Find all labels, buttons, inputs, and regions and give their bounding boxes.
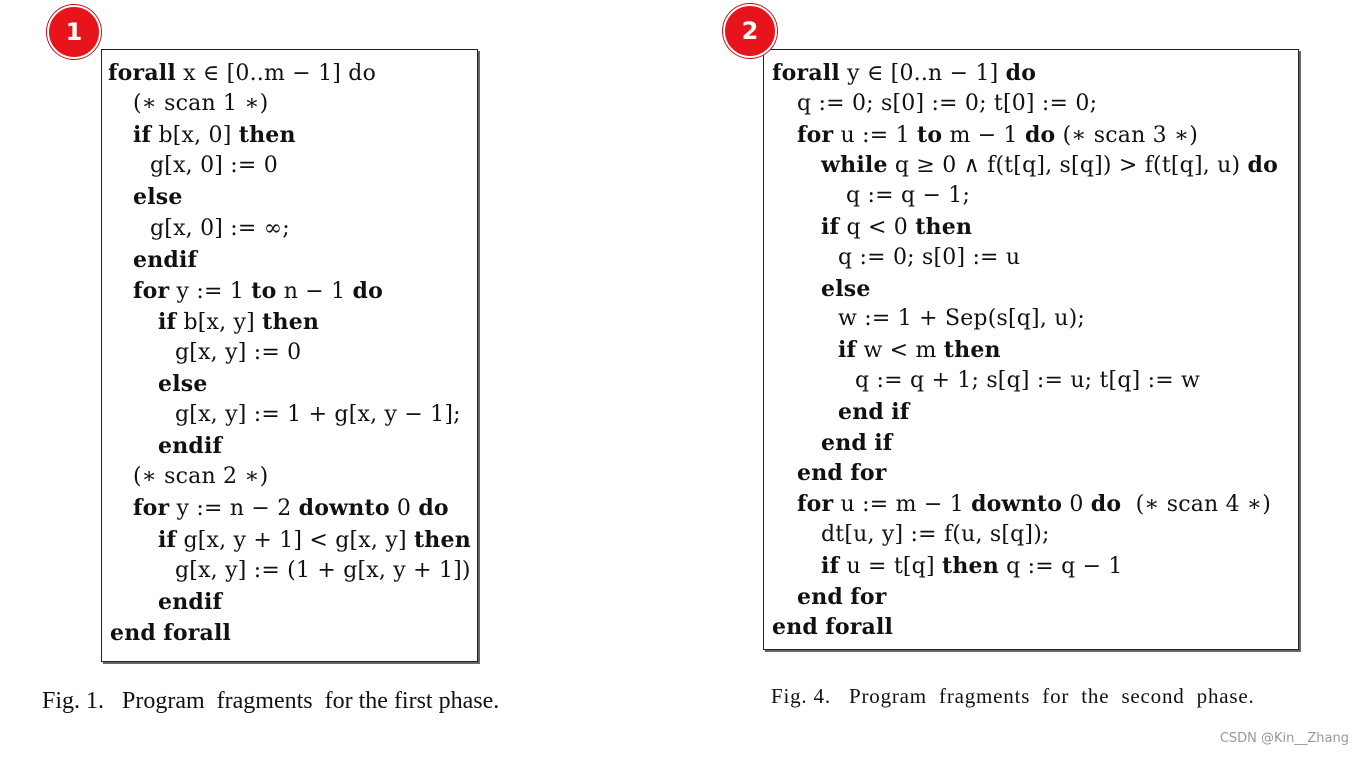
figure-4-caption: Fig. 4. Program fragments for the second phase.: [771, 684, 1255, 708]
code-line: if u = t[q] then q := q − 1: [821, 552, 1123, 579]
code-line: end for: [797, 583, 887, 610]
code-line: if w < m then: [838, 337, 1001, 364]
code-line: if q < 0 then: [821, 214, 973, 240]
code-line: g[x, y] := 1 + g[x, y − 1];: [175, 402, 461, 428]
code-line: end if: [838, 398, 910, 425]
watermark: CSDN @Kin__Zhang: [1219, 731, 1349, 746]
code-line: q := 0; s[0] := u: [838, 244, 1021, 270]
code-line: (∗ scan 2 ∗): [133, 464, 269, 490]
code-line: g[x, y] := 0: [175, 339, 302, 365]
code-line: g[x, 0] := ∞;: [150, 215, 290, 241]
code-line: q := q + 1; s[q] := u; t[q] := w: [855, 368, 1201, 393]
code-line: if g[x, y + 1] < g[x, y] then: [158, 526, 471, 553]
code-line: g[x, 0] := 0: [150, 153, 278, 179]
figure-4-code-box: [763, 49, 1299, 650]
code-line: endif: [158, 433, 223, 460]
code-line: q := q − 1;: [846, 183, 971, 209]
code-line: end forall: [772, 614, 894, 641]
code-line: for y := n − 2 downto 0 do: [133, 495, 449, 522]
code-line: endif: [158, 588, 223, 615]
badge-number-2: 2: [723, 4, 777, 58]
code-line: else: [158, 371, 208, 397]
code-line: if b[x, 0] then: [133, 122, 296, 149]
code-line: endif: [133, 246, 198, 273]
figure-1-caption: Fig. 1. Program fragments for the first phase.: [42, 688, 500, 714]
code-line: forall x ∈ [0..m − 1] do: [108, 60, 377, 86]
code-line: else: [821, 275, 871, 302]
code-line: for y := 1 to n − 1 do: [133, 277, 383, 304]
code-line: while q ≥ 0 ∧ f(t[q], s[q]) > f(t[q], u) do: [821, 152, 1278, 179]
code-line: for u := m − 1 downto 0 do (∗ scan 4 ∗): [797, 491, 1271, 518]
badge-number-1: 1: [47, 5, 101, 59]
figure-1-code-box: [101, 49, 478, 662]
code-line: end for: [797, 460, 887, 487]
code-line: g[x, y] := (1 + g[x, y + 1]): [175, 557, 471, 583]
code-line: end forall: [110, 619, 232, 646]
code-line: else: [133, 184, 183, 211]
code-line: end if: [821, 429, 893, 456]
code-line: w := 1 + Sep(s[q], u);: [838, 306, 1085, 332]
code-line: dt[u, y] := f(u, s[q]);: [821, 522, 1050, 547]
code-line: for u := 1 to m − 1 do (∗ scan 3 ∗): [797, 121, 1199, 148]
code-line: q := 0; s[0] := 0; t[0] := 0;: [797, 90, 1098, 116]
code-line: (∗ scan 1 ∗): [133, 91, 269, 117]
code-line: forall y ∈ [0..n − 1] do: [772, 60, 1037, 86]
code-line: if b[x, y] then: [158, 308, 320, 335]
